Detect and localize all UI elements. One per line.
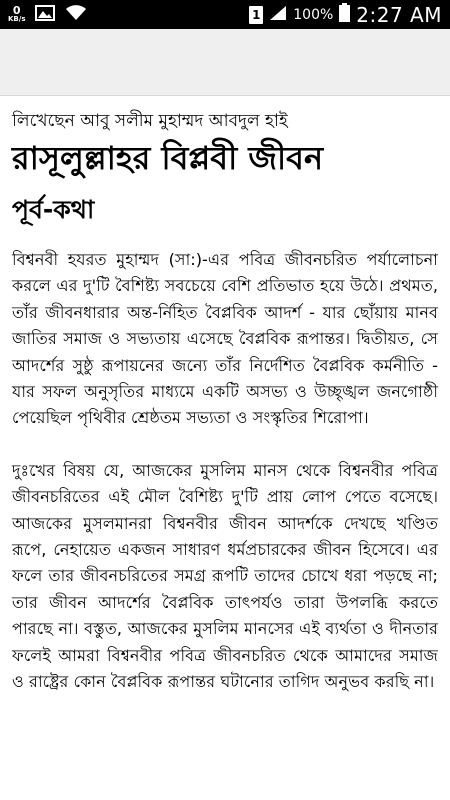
wifi-icon [65,5,87,25]
signal-icon [269,5,287,25]
battery-icon [339,3,350,26]
status-bar [0,0,450,29]
sim-slot-icon: 1 [249,6,263,24]
network-speed-value: 0 [12,3,21,17]
battery-percent: 100% [293,6,334,23]
author-line: লিখেছেন আবু সলীম মুহাম্মদ আবদুল হাই [12,111,288,131]
network-speed [8,3,26,24]
app-toolbar [0,29,450,96]
article-content [0,109,450,696]
paragraph-1: বিশ্বনবী হযরত মুহাম্মদ (সা:)-এর পবিত্র জীবনচরিত পর্যালোচনা করলে এর দু'টি বৈশিষ্ট্য সবচেয়ে বেশি প্রতিভাত হয়ে উঠে। প্রথমত, তাঁর জীবনধারার অন্ত-র্নিহিত বৈপ্লবিক আদর্শ - যার ছোঁয়ায় মানব জাতির সমাজ ও সভ্যতায় এসেছে বৈপ্লবিক রূপান্তর। দ্বিতীয়ত, সে আদর্শের সুষ্ঠু রূপায়নের জন্যে তাঁর নির্দেশিত বৈপ্লবিক কর্মনীতি - যার সফল অনুসৃতির মাধ্যমে একটি অসভ্য ও উচ্ছৃঙ্খল জনগোষ্ঠী পেয়েছিল পৃথিবীর শ্রেষ্ঠতম সভ্যতা ও সংস্কৃতির শিরোপা। [12,250,438,428]
section-title: পূর্ব-কথা [12,195,95,224]
status-bar-right [249,3,442,27]
gallery-notification-icon [35,5,55,25]
network-speed-unit: KB/s [8,14,26,23]
status-bar-left [8,5,87,25]
clock: 2:27 AM [356,2,442,27]
article-title: রাসূলুল্লাহর বিপ্লবী জীবন [12,139,324,177]
paragraph-2: দুঃখের বিষয় যে, আজকের মুসলিম মানস থেকে বিশ্বনবীর পবিত্র জীবনচরিতের এই মৌল বৈশিষ্ট্য দু'টি প্রায় লোপ পেতে বসেছে। আজকের মুসলমানরা বিশ্বনবীর জীবন আদর্শকে দেখছে খণ্ডিত রূপে, নেহায়েত একজন সাধারণ ধর্মপ্রচারকের জীবন হিসেবে। এর ফলে তার জীবনচরিতের সমগ্র রূপটি তাদের চোখে ধরা পড়ছে না; তার জীবন আদর্শের বৈপ্লবিক তাৎপর্যও তারা উপলব্ধি করতে পারছে না। বস্তুত, আজকের মুসলিম মানসের এই ব্যর্থতা ও দীনতার ফলেই আমরা বিশ্বনবীর পবিত্র জীবনচরিত থেকে আমাদের সমাজ ও রাষ্ট্রের কোন বৈপ্লবিক রূপান্তর ঘটানোর তাগিদ অনুভব করছি না। [12,460,438,692]
